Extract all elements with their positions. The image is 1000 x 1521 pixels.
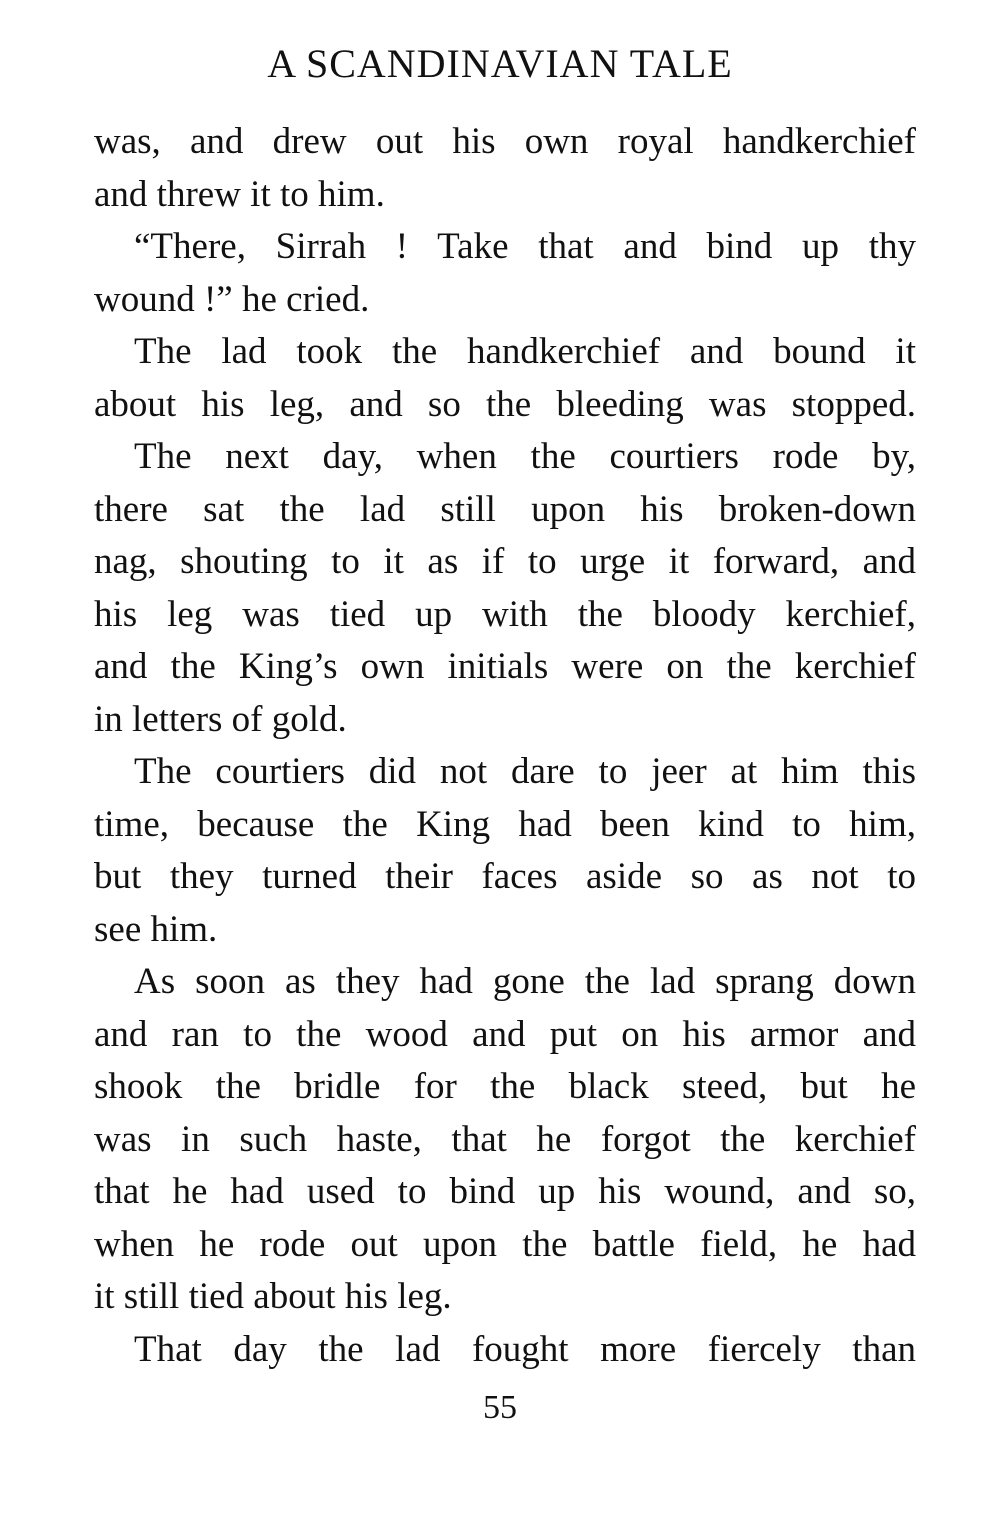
text-line: was in such haste, that he forgot the kerchief (94, 1118, 916, 1160)
text-line: when he rode out upon the battle field, he had (94, 1223, 916, 1265)
text-line: shook the bridle for the black steed, but he (94, 1066, 916, 1107)
text-line: see him. (94, 908, 218, 950)
paragraph (94, 116, 916, 221)
paragraph (94, 746, 916, 956)
text-line: The next day, when the courtiers rode by, (134, 436, 916, 477)
paragraph (94, 956, 916, 1324)
text-line: wound !” he cried. (94, 278, 370, 320)
text-line: time, because the King had been kind to him, (94, 803, 916, 845)
text-line: “There, Sirrah ! Take that and bind up thy (134, 226, 916, 267)
text-line: As soon as they had gone the lad sprang down (134, 961, 916, 1002)
body-text (94, 116, 916, 1376)
paragraph (94, 431, 916, 746)
text-line: and threw it to him. (94, 173, 385, 215)
text-line: and the King’s own initials were on the kerchief (94, 646, 916, 687)
text-line: That day the lad fought more fiercely than (134, 1328, 916, 1370)
text-line: that he had used to bind up his wound, and so, (94, 1171, 916, 1212)
text-line: about his leg, and so the bleeding was stopped. (94, 383, 916, 425)
text-line: and ran to the wood and put on his armor and (94, 1013, 916, 1055)
page-number: 55 (483, 1389, 517, 1426)
text-line: The courtiers did not dare to jeer at him this (134, 751, 916, 792)
text-line: nag, shouting to it as if to urge it forward, and (94, 541, 916, 582)
paragraph (94, 221, 916, 326)
paragraph (94, 326, 916, 431)
running-head: A SCANDINAVIAN TALE (267, 41, 733, 86)
text-line: in letters of gold. (94, 698, 347, 740)
text-line: The lad took the handkerchief and bound it (134, 331, 916, 372)
text-line: there sat the lad still upon his broken-down (94, 488, 916, 530)
paragraph (94, 1324, 916, 1377)
text-line: but they turned their faces aside so as not to (94, 856, 916, 897)
text-line: was, and drew out his own royal handkerchief (94, 121, 916, 162)
text-line: his leg was tied up with the bloody kerchief, (94, 593, 916, 635)
text-line: it still tied about his leg. (94, 1276, 452, 1317)
